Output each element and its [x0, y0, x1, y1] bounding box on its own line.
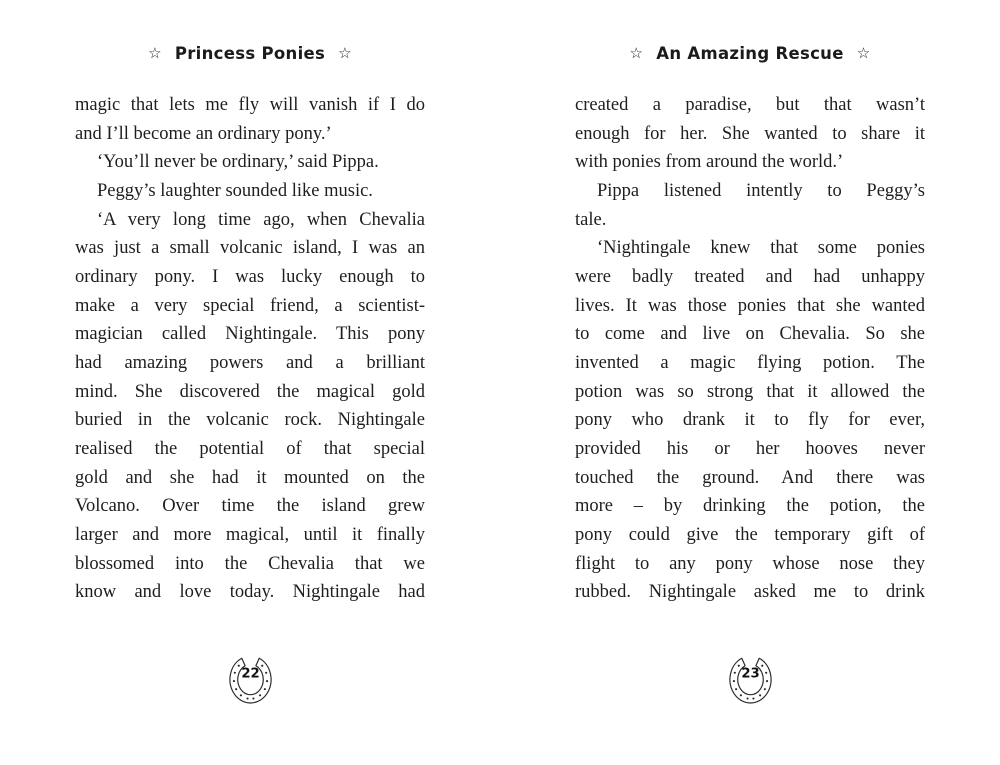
- body-text-line: Peggy’s laughter sounded like music.: [97, 180, 373, 201]
- body-text-line: gold and she had it mounted on the: [75, 467, 425, 488]
- star-icon: ☆: [629, 43, 644, 62]
- page-right: [575, 0, 925, 765]
- page-body: [575, 91, 925, 607]
- body-text-line: Volcano. Over time the island grew: [75, 496, 425, 517]
- body-text-line: tale.: [575, 209, 607, 230]
- body-text-line: flight to any pony whose nose they: [575, 553, 925, 574]
- pagenum-right: [575, 650, 925, 705]
- body-text-line: was just a small volcanic island, I was an: [75, 238, 425, 259]
- body-text-line: lives. It was those ponies that she wanted: [575, 295, 925, 316]
- body-text-line: to come and live on Chevalia. So she: [575, 324, 925, 345]
- body-text-line: were badly treated and had unhappy: [575, 266, 925, 287]
- body-text-line: touched the ground. And there was: [575, 467, 925, 488]
- chapter-title: An Amazing Rescue: [656, 44, 844, 63]
- body-text-line: provided his or her hooves never: [575, 438, 925, 459]
- page-left: [75, 0, 425, 765]
- body-text-line: more – by drinking the potion, the: [575, 496, 925, 517]
- pagenum-left: [75, 650, 425, 705]
- body-text-line: realised the potential of that special: [75, 438, 425, 459]
- body-text-line: ordinary pony. I was lucky enough to: [75, 266, 425, 287]
- body-text-line: created a paradise, but that wasn’t: [575, 95, 925, 115]
- body-text-line: and I’ll become an ordinary pony.’: [75, 123, 332, 144]
- body-text-line: larger and more magical, until it finally: [75, 524, 425, 545]
- body-text-line: ‘You’ll never be ordinary,’ said Pippa.: [97, 152, 379, 173]
- body-text-line: pony could give the temporary gift of: [575, 524, 925, 545]
- body-text-line: buried in the volcanic rock. Nightingale: [75, 410, 425, 431]
- body-text-line: with ponies from around the world.’: [575, 152, 844, 173]
- star-icon: ☆: [856, 43, 871, 62]
- body-text-line: potion was so strong that it allowed the: [575, 381, 925, 402]
- body-text-line: mind. She discovered the magical gold: [75, 381, 425, 402]
- body-text-line: ‘A very long time ago, when Chevalia: [97, 209, 425, 230]
- body-text-line: invented a magic flying potion. The: [575, 352, 925, 373]
- body-text-line: Pippa listened intently to Peggy’s: [597, 180, 925, 201]
- body-text-line: had amazing powers and a brilliant: [75, 352, 425, 373]
- page-number: 23: [740, 666, 760, 682]
- body-text-line: magician called Nightingale. This pony: [75, 324, 425, 345]
- running-head-left: [75, 44, 425, 63]
- star-icon: ☆: [148, 43, 162, 62]
- body-text-line: enough for her. She wanted to share it: [575, 123, 925, 144]
- body-text-line: ‘Nightingale knew that some ponies: [597, 238, 925, 259]
- body-text-line: rubbed. Nightingale asked me to drink: [575, 582, 925, 603]
- series-title: Princess Ponies: [174, 44, 326, 63]
- body-text-line: magic that lets me fly will vanish if I do: [75, 95, 425, 115]
- body-text-line: pony who drank it to fly for ever,: [575, 410, 925, 431]
- page-number: 22: [240, 666, 260, 682]
- horseshoe-icon: [227, 650, 274, 705]
- running-head-right: [575, 44, 925, 63]
- horseshoe-icon: [727, 650, 774, 705]
- body-text-line: make a very special friend, a scientist-: [75, 295, 425, 316]
- body-text-line: blossomed into the Chevalia that we: [75, 553, 425, 574]
- body-text-line: know and love today. Nightingale had: [75, 582, 425, 603]
- star-icon: ☆: [338, 43, 352, 62]
- page-body: [75, 91, 425, 607]
